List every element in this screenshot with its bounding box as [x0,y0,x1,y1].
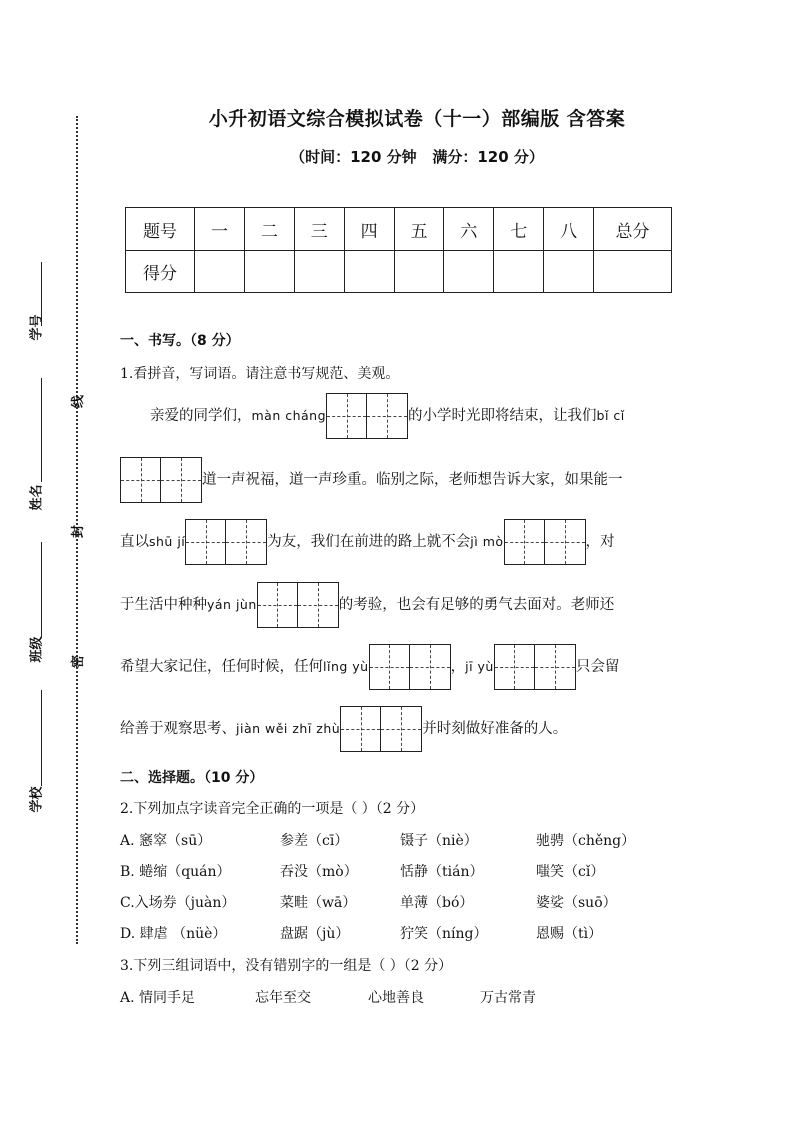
score-header-row [126,208,672,251]
writing-grid-1[interactable] [326,393,408,439]
question-3: 3.下列三组词语中，没有错别字的一组是（ ）（2 分） [120,958,453,974]
score-header-cell: 五 [394,208,444,251]
score-header-cell: 七 [494,208,544,251]
passage-text: 并时刻做好准备的人。 [422,721,568,737]
score-cell[interactable] [344,251,394,293]
q2-option-b4: 嗤笑（cǐ） [536,864,605,880]
score-cell[interactable] [195,251,245,293]
passage-text: 希望大家记住，任何时候，任何 [120,659,323,675]
passage-text: 只会留 [575,659,620,675]
passage-text: 为友，我们在前进的路上就不会 [267,534,471,550]
q3-option-a2: 忘年至交 [255,990,311,1006]
score-header-cell: 总分 [594,208,672,251]
writing-grid-7[interactable] [494,644,576,690]
passage-text: 的小学时光即将结束，让我们 [408,408,597,424]
score-header-cell: 八 [544,208,594,251]
school-line [41,690,42,786]
name-label: 姓名 [29,484,45,511]
section2-heading: 二、选择题。（10 分） [120,770,264,786]
seal-char-line: 线 [71,394,87,409]
pinyin: lǐng yù [323,659,369,674]
section1-heading: 一、书写。（8 分） [120,333,240,349]
score-header-cell: 三 [294,208,344,251]
q2-option-b3: 恬静（tián） [400,864,484,880]
score-cell[interactable] [244,251,294,293]
passage-line-5 [120,644,619,690]
score-cell[interactable] [444,251,494,293]
q2-option-a1[interactable]: A. 窸窣（sū） [120,833,212,849]
writing-grid-6[interactable] [369,644,451,690]
passage-text: 道一声祝福，道一声珍重。临别之际，老师想告诉大家，如果能一 [202,472,623,488]
score-cell[interactable] [594,251,672,293]
writing-grid-3[interactable] [185,519,267,565]
passage-line-3 [120,519,615,565]
q2-option-b1[interactable]: B. 蜷缩（quán） [120,864,231,880]
score-header-cell: 一 [195,208,245,251]
passage-text: ，对 [585,534,615,550]
writing-grid-2[interactable] [120,457,202,503]
score-header-cell: 六 [444,208,494,251]
class-line [41,542,42,638]
exam-title: 小升初语文综合模拟试卷（十一）部编版 含答案 [208,108,626,130]
score-cell[interactable] [494,251,544,293]
question-2: 2.下列加点字读音完全正确的一项是（ ）（2 分） [120,801,425,817]
passage-text: 给善于观察思考、 [120,721,236,737]
passage-line-6 [120,706,567,752]
q2-option-c2: 菜畦（wā） [280,895,357,911]
score-table [125,207,672,293]
passage-text: ， [450,659,466,675]
q2-option-d4: 恩赐（tì） [536,926,603,942]
q3-option-a1[interactable]: A. 情同手足 [120,990,196,1006]
pinyin: jì mò [470,534,504,549]
score-row-label: 得分 [126,251,195,293]
q2-option-c3: 单薄（bó） [400,895,474,911]
seal-char-secret: 密 [71,654,87,669]
q3-option-a4: 万古常青 [480,990,536,1006]
writing-grid-8[interactable] [340,706,422,752]
pinyin: bǐ cǐ [596,408,625,423]
score-cell[interactable] [394,251,444,293]
q2-option-d3: 狞笑（níng） [400,926,488,942]
passage-text: 于生活中种种 [120,597,207,613]
pinyin: yán jùn [207,597,257,612]
score-cell[interactable] [294,251,344,293]
q2-option-c4: 婆娑（suō） [536,895,617,911]
pinyin: màn cháng [251,408,327,423]
q2-option-d2: 盘踞（jù） [280,926,350,942]
writing-grid-5[interactable] [257,582,339,628]
q2-option-b2: 吞没（mò） [280,864,358,880]
passage-text: 直以 [120,534,149,550]
school-label: 学校 [29,786,45,813]
q2-option-c1[interactable]: C.入场券（juàn） [120,895,236,911]
question-1: 1.看拼音，写词语。请注意书写规范、美观。 [120,366,400,382]
passage-line-1 [150,393,625,439]
q2-option-d1[interactable]: D. 肆虐 （nüè） [120,926,227,942]
score-header-cell: 四 [344,208,394,251]
pinyin: jī yù [465,659,494,674]
class-label: 班级 [29,636,45,663]
q2-option-a2: 参差（cī） [280,833,349,849]
score-value-row [126,251,672,293]
score-header-cell: 二 [244,208,294,251]
name-line [41,378,42,482]
exam-subtitle: （时间：120 分钟 满分：120 分） [290,148,544,166]
q2-option-a3: 镊子（niè） [400,833,478,849]
passage-text: 亲爱的同学们， [150,408,252,424]
writing-grid-4[interactable] [504,519,586,565]
score-cell[interactable] [544,251,594,293]
pinyin: shū jí [149,534,186,549]
student-id-label: 学号 [29,314,45,341]
score-header-cell: 题号 [126,208,195,251]
seal-char-seal: 封 [71,524,87,539]
passage-line-4 [120,582,614,628]
q3-option-a3: 心地善良 [368,990,424,1006]
pinyin: jiàn wěi zhī zhù [236,721,341,736]
q2-option-a4: 驰骋（chěng） [536,833,636,849]
passage-text: 的考验，也会有足够的勇气去面对。老师还 [338,597,615,613]
passage-line-2 [120,457,623,503]
